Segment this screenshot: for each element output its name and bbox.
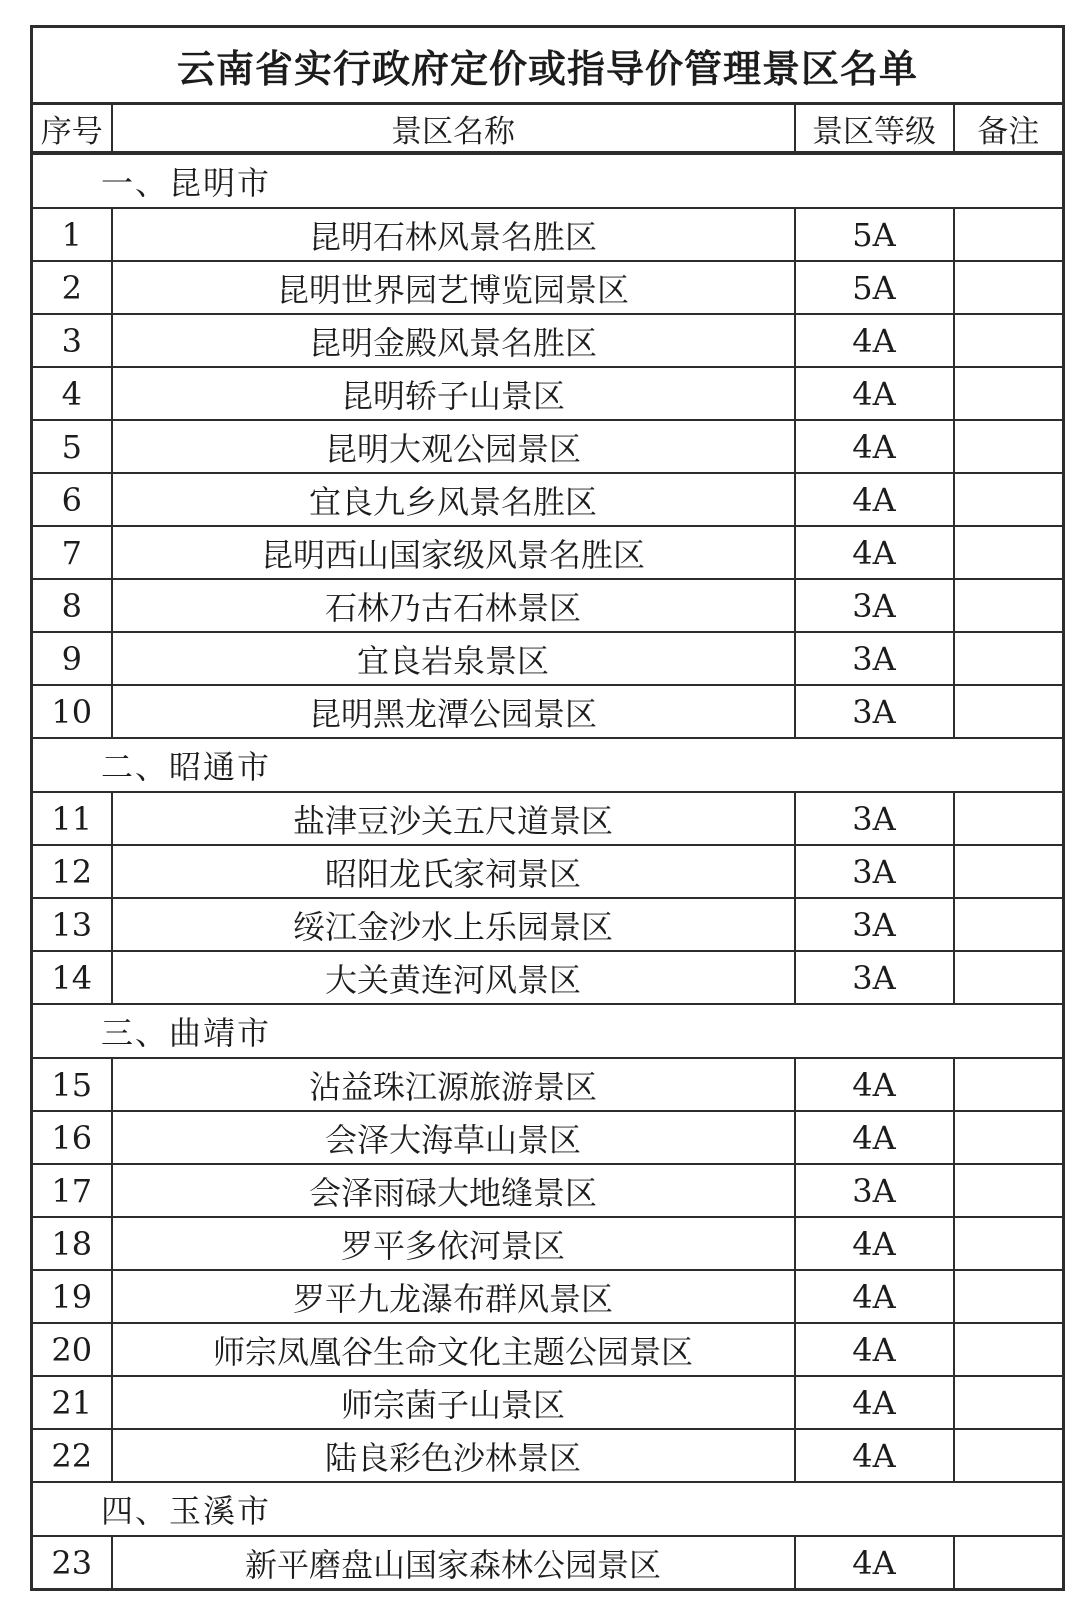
cell-scenic-area-name: 昆明西山国家级风景名胜区 (112, 526, 795, 579)
section-label: 一、昆明市 (32, 153, 1064, 208)
column-header-scenic-area-name: 景区名称 (112, 104, 795, 154)
cell-grade: 4A (795, 1111, 954, 1164)
section-row (32, 1004, 1064, 1058)
cell-grade: 4A (795, 420, 954, 473)
cell-serial-number: 15 (32, 1058, 112, 1111)
table-row (32, 1058, 1064, 1111)
cell-serial-number: 7 (32, 526, 112, 579)
cell-scenic-area-name: 昆明轿子山景区 (112, 367, 795, 420)
cell-note (954, 792, 1064, 845)
table-row (32, 1111, 1064, 1164)
table-row (32, 792, 1064, 845)
cell-serial-number: 12 (32, 845, 112, 898)
table-row (32, 1270, 1064, 1323)
cell-grade: 4A (795, 1058, 954, 1111)
cell-scenic-area-name: 师宗凤凰谷生命文化主题公园景区 (112, 1323, 795, 1376)
cell-serial-number: 5 (32, 420, 112, 473)
cell-grade: 4A (795, 314, 954, 367)
cell-grade: 4A (795, 1429, 954, 1482)
cell-note (954, 845, 1064, 898)
cell-serial-number: 22 (32, 1429, 112, 1482)
table-header-row (32, 104, 1064, 154)
table-row (32, 1164, 1064, 1217)
cell-serial-number: 1 (32, 208, 112, 261)
cell-serial-number: 19 (32, 1270, 112, 1323)
cell-grade: 5A (795, 208, 954, 261)
cell-note (954, 1217, 1064, 1270)
cell-grade: 3A (795, 1164, 954, 1217)
section-row (32, 738, 1064, 792)
cell-scenic-area-name: 昆明金殿风景名胜区 (112, 314, 795, 367)
cell-grade: 4A (795, 1217, 954, 1270)
cell-scenic-area-name: 会泽雨碌大地缝景区 (112, 1164, 795, 1217)
cell-serial-number: 10 (32, 685, 112, 738)
cell-note (954, 1536, 1064, 1590)
cell-grade: 4A (795, 1270, 954, 1323)
cell-serial-number: 20 (32, 1323, 112, 1376)
table-row (32, 420, 1064, 473)
table-row (32, 314, 1064, 367)
table-row (32, 473, 1064, 526)
document-page (30, 25, 1062, 1591)
cell-grade: 4A (795, 1536, 954, 1590)
table-row (32, 898, 1064, 951)
cell-note (954, 685, 1064, 738)
cell-grade: 3A (795, 579, 954, 632)
cell-note (954, 1058, 1064, 1111)
cell-note (954, 473, 1064, 526)
cell-note (954, 420, 1064, 473)
table-row (32, 526, 1064, 579)
cell-scenic-area-name: 盐津豆沙关五尺道景区 (112, 792, 795, 845)
section-label: 二、昭通市 (32, 738, 1064, 792)
cell-scenic-area-name: 罗平多依河景区 (112, 1217, 795, 1270)
cell-grade: 4A (795, 473, 954, 526)
page-title: 云南省实行政府定价或指导价管理景区名单 (32, 27, 1064, 104)
table-row (32, 1536, 1064, 1590)
cell-grade: 3A (795, 632, 954, 685)
cell-scenic-area-name: 大关黄连河风景区 (112, 951, 795, 1004)
table-row (32, 579, 1064, 632)
cell-note (954, 951, 1064, 1004)
cell-note (954, 898, 1064, 951)
cell-scenic-area-name: 新平磨盘山国家森林公园景区 (112, 1536, 795, 1590)
table-title-row (32, 27, 1064, 104)
table-row (32, 845, 1064, 898)
cell-scenic-area-name: 昭阳龙氏家祠景区 (112, 845, 795, 898)
table-row (32, 685, 1064, 738)
cell-note (954, 314, 1064, 367)
cell-note (954, 1270, 1064, 1323)
cell-serial-number: 6 (32, 473, 112, 526)
cell-grade: 3A (795, 845, 954, 898)
cell-note (954, 1323, 1064, 1376)
cell-scenic-area-name: 昆明黑龙潭公园景区 (112, 685, 795, 738)
column-header-grade: 景区等级 (795, 104, 954, 154)
cell-scenic-area-name: 昆明大观公园景区 (112, 420, 795, 473)
cell-grade: 4A (795, 367, 954, 420)
cell-note (954, 579, 1064, 632)
cell-scenic-area-name: 宜良岩泉景区 (112, 632, 795, 685)
cell-scenic-area-name: 昆明石林风景名胜区 (112, 208, 795, 261)
cell-serial-number: 18 (32, 1217, 112, 1270)
cell-note (954, 1429, 1064, 1482)
cell-scenic-area-name: 罗平九龙瀑布群风景区 (112, 1270, 795, 1323)
cell-note (954, 526, 1064, 579)
cell-scenic-area-name: 石林乃古石林景区 (112, 579, 795, 632)
cell-note (954, 261, 1064, 314)
cell-note (954, 1376, 1064, 1429)
cell-scenic-area-name: 昆明世界园艺博览园景区 (112, 261, 795, 314)
table-row (32, 367, 1064, 420)
cell-note (954, 1164, 1064, 1217)
cell-note (954, 208, 1064, 261)
column-header-note: 备注 (954, 104, 1064, 154)
cell-serial-number: 13 (32, 898, 112, 951)
cell-scenic-area-name: 宜良九乡风景名胜区 (112, 473, 795, 526)
cell-serial-number: 14 (32, 951, 112, 1004)
section-label: 四、玉溪市 (32, 1482, 1064, 1536)
cell-serial-number: 3 (32, 314, 112, 367)
cell-serial-number: 9 (32, 632, 112, 685)
cell-scenic-area-name: 陆良彩色沙林景区 (112, 1429, 795, 1482)
cell-grade: 3A (795, 898, 954, 951)
cell-scenic-area-name: 师宗菌子山景区 (112, 1376, 795, 1429)
cell-grade: 5A (795, 261, 954, 314)
cell-note (954, 632, 1064, 685)
scenic-areas-table (30, 25, 1065, 1591)
cell-note (954, 1111, 1064, 1164)
section-label: 三、曲靖市 (32, 1004, 1064, 1058)
cell-serial-number: 21 (32, 1376, 112, 1429)
cell-scenic-area-name: 会泽大海草山景区 (112, 1111, 795, 1164)
cell-serial-number: 8 (32, 579, 112, 632)
table-row (32, 1429, 1064, 1482)
cell-scenic-area-name: 绥江金沙水上乐园景区 (112, 898, 795, 951)
cell-serial-number: 23 (32, 1536, 112, 1590)
cell-grade: 4A (795, 1376, 954, 1429)
table-row (32, 261, 1064, 314)
cell-serial-number: 2 (32, 261, 112, 314)
column-header-serial-number: 序号 (32, 104, 112, 154)
cell-grade: 3A (795, 792, 954, 845)
cell-grade: 3A (795, 685, 954, 738)
cell-serial-number: 11 (32, 792, 112, 845)
cell-serial-number: 17 (32, 1164, 112, 1217)
cell-grade: 4A (795, 526, 954, 579)
table-row (32, 1376, 1064, 1429)
table-row (32, 208, 1064, 261)
section-row (32, 153, 1064, 208)
table-row (32, 1323, 1064, 1376)
cell-serial-number: 4 (32, 367, 112, 420)
cell-grade: 4A (795, 1323, 954, 1376)
cell-note (954, 367, 1064, 420)
table-row (32, 1217, 1064, 1270)
table-row (32, 632, 1064, 685)
cell-grade: 3A (795, 951, 954, 1004)
section-row (32, 1482, 1064, 1536)
table-body (32, 153, 1064, 1590)
cell-scenic-area-name: 沾益珠江源旅游景区 (112, 1058, 795, 1111)
cell-serial-number: 16 (32, 1111, 112, 1164)
table-row (32, 951, 1064, 1004)
